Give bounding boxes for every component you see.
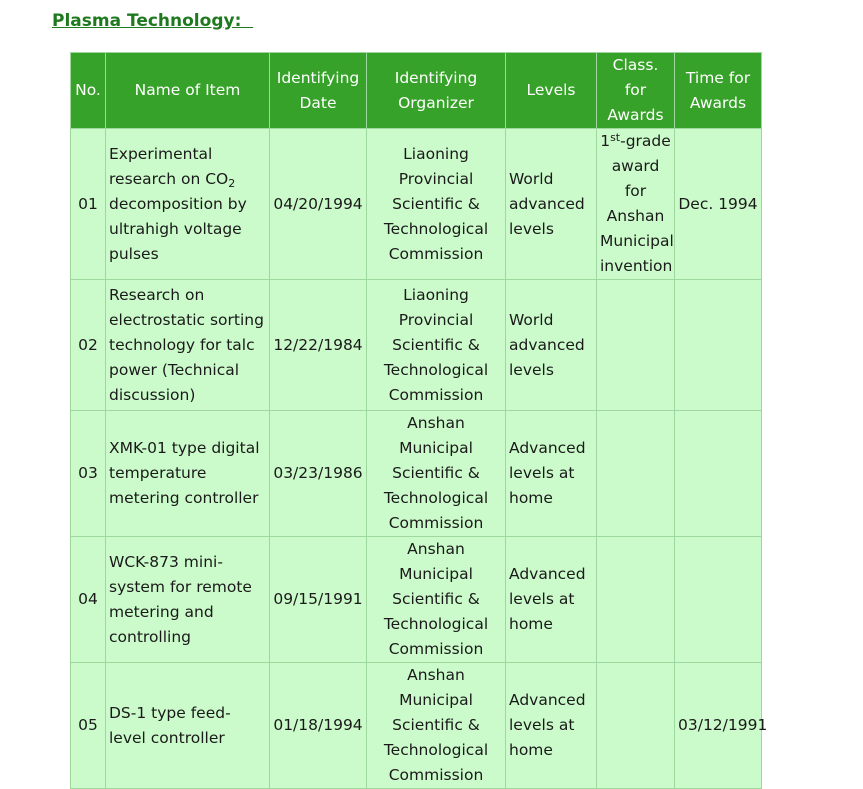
cell-time bbox=[675, 411, 762, 537]
cell-name-text-cont: decomposition by ultrahigh voltage pulses bbox=[109, 194, 247, 263]
cell-class bbox=[597, 411, 675, 537]
cell-no: 05 bbox=[71, 663, 106, 789]
cell-name: XMK-01 type digital temperature metering controller bbox=[106, 411, 270, 537]
cell-levels: World advanced levels bbox=[506, 129, 597, 280]
header-date: Identifying Date bbox=[270, 53, 367, 129]
plasma-technology-table bbox=[70, 52, 768, 789]
cell-organizer: Anshan Municipal Scientific & Technological Commission bbox=[367, 663, 506, 789]
cell-date: 03/23/1986 bbox=[270, 411, 367, 537]
cell-class bbox=[597, 129, 675, 280]
table-row bbox=[71, 280, 762, 411]
cell-date: 01/18/1994 bbox=[270, 663, 367, 789]
cell-no: 04 bbox=[71, 537, 106, 663]
cell-name-subscript: 2 bbox=[228, 176, 236, 190]
cell-name bbox=[106, 129, 270, 280]
header-organizer: Identifying Organizer bbox=[367, 53, 506, 129]
cell-date: 09/15/1991 bbox=[270, 537, 367, 663]
cell-time: Dec. 1994 bbox=[675, 129, 762, 280]
header-no: No. bbox=[71, 53, 106, 129]
table-row bbox=[71, 663, 762, 789]
cell-class bbox=[597, 663, 675, 789]
cell-no: 03 bbox=[71, 411, 106, 537]
cell-levels: World advanced levels bbox=[506, 280, 597, 411]
cell-levels: Advanced levels at home bbox=[506, 411, 597, 537]
cell-name: WCK-873 mini-system for remote metering and controlling bbox=[106, 537, 270, 663]
cell-name: Research on electrostatic sorting technology for talc power (Technical discussion) bbox=[106, 280, 270, 411]
header-time: Time for Awards bbox=[675, 53, 762, 129]
cell-class bbox=[597, 280, 675, 411]
header-name: Name of Item bbox=[106, 53, 270, 129]
cell-date: 04/20/1994 bbox=[270, 129, 367, 280]
header-class: Class. for Awards bbox=[597, 53, 675, 129]
cell-no: 02 bbox=[71, 280, 106, 411]
cell-class-superscript: st bbox=[610, 131, 621, 144]
cell-organizer: Anshan Municipal Scientific & Technological Commission bbox=[367, 411, 506, 537]
cell-name-text: Experimental research on CO bbox=[109, 144, 229, 188]
cell-no: 01 bbox=[71, 129, 106, 280]
header-levels: Levels bbox=[506, 53, 597, 129]
cell-class bbox=[597, 537, 675, 663]
cell-time bbox=[675, 280, 762, 411]
cell-class-text: -grade award for Anshan Municipal invention bbox=[600, 132, 674, 275]
table-row bbox=[71, 537, 762, 663]
cell-organizer: Anshan Municipal Scientific & Technological Commission bbox=[367, 537, 506, 663]
cell-time bbox=[675, 537, 762, 663]
cell-levels: Advanced levels at home bbox=[506, 663, 597, 789]
cell-levels: Advanced levels at home bbox=[506, 537, 597, 663]
cell-date: 12/22/1984 bbox=[270, 280, 367, 411]
table-row bbox=[71, 411, 762, 537]
table-header-row bbox=[71, 53, 762, 129]
cell-organizer: Liaoning Provincial Scientific & Technological Commission bbox=[367, 280, 506, 411]
cell-time: 03/12/1991 bbox=[675, 663, 762, 789]
cell-organizer: Liaoning Provincial Scientific & Technological Commission bbox=[367, 129, 506, 280]
table-row bbox=[71, 129, 762, 280]
cell-name: DS-1 type feed-level controller bbox=[106, 663, 270, 789]
cell-class-num: 1 bbox=[600, 132, 611, 150]
section-title: Plasma Technology: bbox=[52, 11, 254, 31]
